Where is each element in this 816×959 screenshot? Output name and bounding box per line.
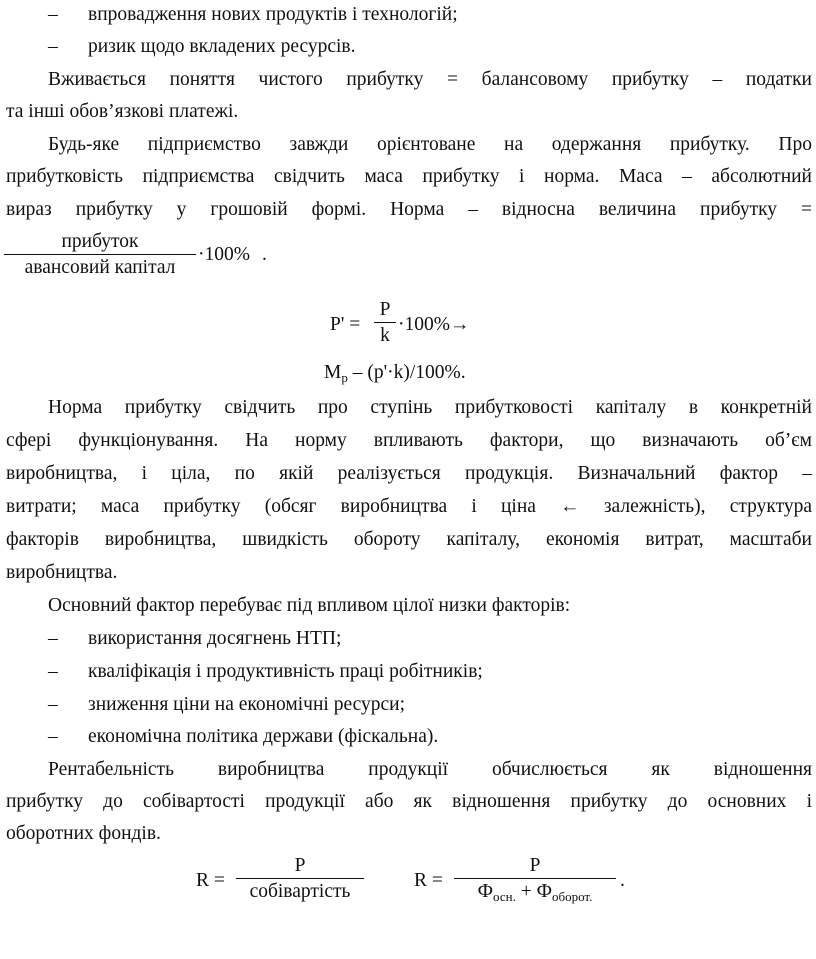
formula-rest: – (p'·k)/100%.: [347, 362, 466, 383]
formula-symbol: M: [324, 362, 342, 383]
bullet-dash: –: [48, 4, 58, 25]
paragraph-line: Вживається поняття чистого прибутку = балансовому прибутку – податки: [48, 69, 812, 90]
list-item: [48, 626, 341, 652]
list-item: [48, 724, 438, 750]
fraction-numerator: P: [294, 855, 306, 876]
paragraph-line: Норма прибутку свідчить про ступінь прибутковості капіталу в конкретній: [48, 397, 812, 418]
fund-symbol: Ф: [477, 881, 494, 902]
profitability-funds-fraction: [454, 854, 616, 910]
bullet-dash: –: [48, 661, 58, 682]
paragraph-line: та інші обов’язкові платежі.: [6, 101, 239, 122]
paragraph-line: витрати; маса прибутку (обсяг виробництва і ціна ← залежність), структура: [6, 496, 812, 517]
paragraph-line: виробництва, і ціла, по якій реалізується продукція. Визначальний фактор –: [6, 463, 812, 484]
paragraph-line: Рентабельність виробництва продукції обчислюється як відношення: [48, 759, 812, 780]
list-item: [48, 659, 483, 685]
paragraph-line: виробництва.: [6, 562, 118, 583]
profitability-cost-fraction: [236, 854, 364, 905]
list-item-text: кваліфікація і продуктивність праці робітників;: [88, 661, 483, 682]
fraction-denominator: k: [380, 325, 390, 346]
list-item: [48, 692, 405, 718]
paragraph-line: прибутку до собівартості продукції або як відношення прибутку до основних і: [6, 791, 812, 812]
paragraph-line: вираз прибутку у грошовій формі. Норма – відносна величина прибутку =: [6, 199, 812, 220]
fraction-denominator: авансовий капітал: [24, 257, 176, 278]
formula-lhs: P' =: [330, 314, 361, 335]
list-item: [48, 2, 458, 28]
list-item-text: ризик щодо вкладених ресурсів.: [88, 36, 356, 57]
fraction-numerator: P: [529, 855, 541, 876]
paragraph-line: сфері функціонування. На норму впливають фактори, що визначають об’єм: [6, 430, 812, 451]
paragraph-line: оборотних фондів.: [6, 823, 161, 844]
fraction-denominator: [454, 879, 616, 910]
paragraph-line: прибутковість підприємства свідчить маса прибутку і норма. Маса – абсолютний: [6, 166, 812, 187]
profit-mass-formula: [324, 362, 466, 386]
formula-subscript: p: [341, 370, 348, 385]
formula-multiplier: ·100%: [198, 244, 250, 265]
formula-rhs: ·100%→: [398, 314, 470, 335]
list-item-text: використання досягнень НТП;: [88, 628, 342, 649]
list-item-text: впровадження нових продуктів і технологій;: [88, 4, 458, 25]
fraction-denominator: собівартість: [249, 881, 351, 902]
paragraph-line: Основний фактор перебуває під впливом цілої низки факторів:: [48, 595, 571, 616]
fund-subscript: оборот.: [551, 889, 593, 904]
fraction-numerator: прибуток: [61, 231, 139, 252]
profit-norm-fraction: [374, 298, 396, 349]
formula-end: .: [620, 870, 625, 891]
bullet-dash: –: [48, 36, 58, 57]
fraction-numerator: P: [379, 299, 391, 320]
bullet-dash: –: [48, 694, 58, 715]
fund-plus: + Ф: [515, 881, 552, 902]
list-item: [48, 34, 356, 60]
bullet-dash: –: [48, 726, 58, 747]
formula-lhs: R =: [414, 870, 443, 891]
fund-subscript: осн.: [493, 889, 516, 904]
list-item-text: зниження ціни на економічні ресурси;: [88, 694, 406, 715]
formula-end: .: [262, 244, 267, 265]
paragraph-line: Будь-яке підприємство завжди орієнтоване на одержання прибутку. Про: [48, 134, 812, 155]
profit-rate-fraction: [4, 230, 196, 281]
list-item-text: економічна політика держави (фіскальна).: [88, 726, 439, 747]
formula-lhs: R =: [196, 870, 225, 891]
bullet-dash: –: [48, 628, 58, 649]
paragraph-line: факторів виробництва, швидкість обороту капіталу, економія витрат, масштаби: [6, 529, 812, 550]
